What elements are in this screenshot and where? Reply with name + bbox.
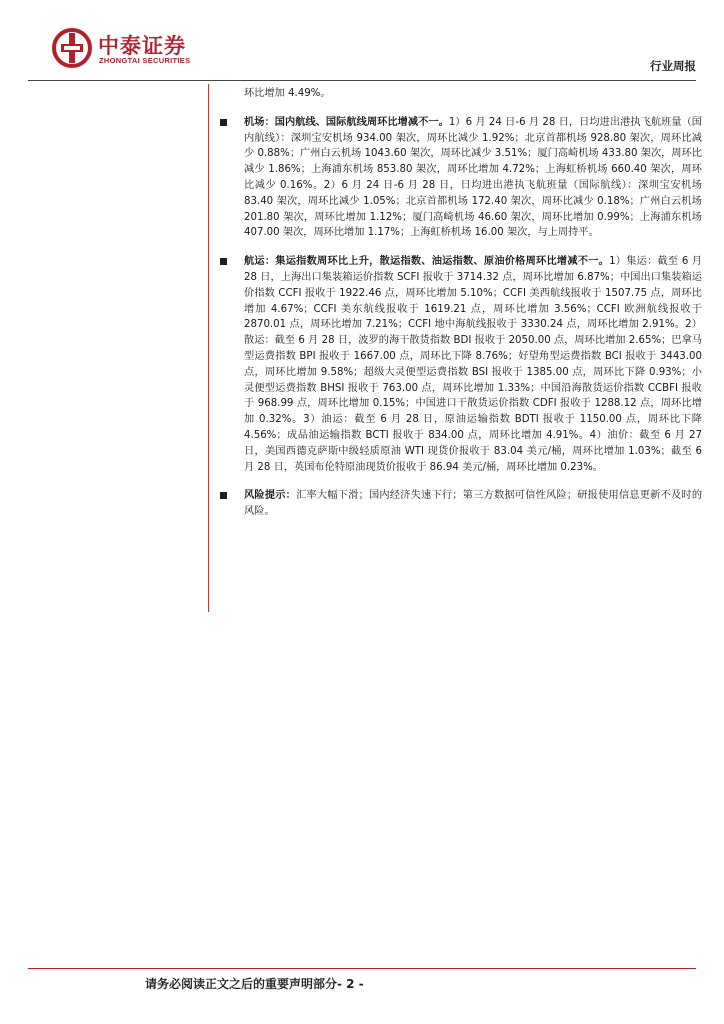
bullet-shipping <box>220 254 702 475</box>
bullet-square-icon <box>220 119 227 126</box>
bullet-square-icon <box>220 492 227 499</box>
bullet-body: 1）集运：截至 6 月 28 日，上海出口集装箱运价指数 SCFI 报收于 3714.32 点，周环比增加 6.87%；中国出口集装箱运价指数 CCFI 报收于 1922.46 点，周环比增加 5.10%；CCFI 美西航线报收于 1507.75 点，周环比增加 4.67%；CCFI 美东航线报收于 1619.21 点，周环比增加 3.56%；CCFI 欧洲航线报收于 2870.01 点，周环比增加 7.21%；CCFI 地中海航线报收于 3330.24 点，周环比增加 2.91%。2）散运：截至 6 月 28 日，波罗的海干散货指数 BDI 报收于 2050.00 点，周环比增加 2.65%；巴拿马型运费指数 BPI 报收于 1667.00 点，周环比下降 8.76%；好望角型运费指数 BCI 报收于 3443.00 点，周环比增加 9.58%；超级大灵便型运费指数 BSI 报收于 1385.00 点，周环比下降 0.93%；小灵便型运费指数 BHSI 报收于 763.00 点，周环比增加 1.33%；中国沿海散货运价指数 CCBFI 报收于 968.99 点，周环比增加 0.15%；中国进口干散货运价指数 CDFI 报收于 1288.12 点，周环比增加 0.32%。3）油运：截至 6 月 28 日，原油运输指数 BDTI 报收于 1150.00 点，周环比下降 4.56%；成品油运输指数 BCTI 报收于 834.00 点，周环比增加 4.91%。4）油价：截至 6 月 27 日，美国西德克萨斯中级轻质原油 WTI 现货价报收于 83.04 美元/桶，周环比增加 1.03%；截至 6 月 28 日，英国布伦特原油现货价报收于 86.94 美元/桶，周环比增加 0.23%。 <box>244 256 702 473</box>
footer-divider <box>28 968 696 969</box>
margin-rule <box>208 84 209 612</box>
bullet-title: 机场：国内航线、国际航线周环比增减不一。 <box>244 116 449 128</box>
bullet-risk <box>220 488 702 520</box>
continuation-text: 环比增加 4.49%。 <box>244 88 331 99</box>
logo-cn-text: 中泰证券 <box>98 34 186 58</box>
report-type: 行业周报 <box>650 59 696 73</box>
header-divider <box>28 80 696 81</box>
bullet-airport <box>220 115 702 241</box>
page-number: - 2 - <box>337 977 364 991</box>
bullet-body: 1）6 月 24 日-6 月 28 日，日均进出港执飞航班量（国内航线）：深圳宝安机场 934.00 架次，周环比减少 1.92%；北京首都机场 928.80 架次，周环比减少 0.88%；广州白云机场 1043.60 架次，周环比减少 3.51%；厦门高崎机场 433.80 架次，周环比减少 1.86%；上海浦东机场 853.80 架次，周环比增加 4.72%；上海虹桥机场 660.40 架次，周环比减少 0.16%。2）6 月 24 日-6 月 28 日，日均进出港执飞航班量（国际航线）：深圳宝安机场 83.40 架次，周环比减少 1.05%；北京首都机场 172.40 架次，周环比减少 0.18%；广州白云机场 201.80 架次，周环比增加 1.12%；厦门高崎机场 46.60 架次，周环比增加 0.99%；上海浦东机场 407.00 架次，周环比增加 1.17%；上海虹桥机场 16.00 架次，与上周持平。 <box>244 116 702 239</box>
zhongtai-logo-icon <box>52 28 92 68</box>
bullet-title: 风险提示： <box>244 490 297 502</box>
company-logo <box>52 28 222 72</box>
bullet-title: 航运：集运指数周环比上升，散运指数、油运指数、原油价格周环比增减不一。 <box>244 256 610 268</box>
bullet-square-icon <box>220 258 227 265</box>
bullet-body: 汇率大幅下滑；国内经济失速下行；第三方数据可信性风险；研报使用信息更新不及时的风险。 <box>244 490 703 518</box>
footer <box>145 975 364 992</box>
logo-en-text: ZHONGTAI SECURITIES <box>99 56 191 65</box>
footer-disclaimer: 请务必阅读正文之后的重要声明部分 <box>145 977 338 991</box>
report-body <box>220 86 702 520</box>
